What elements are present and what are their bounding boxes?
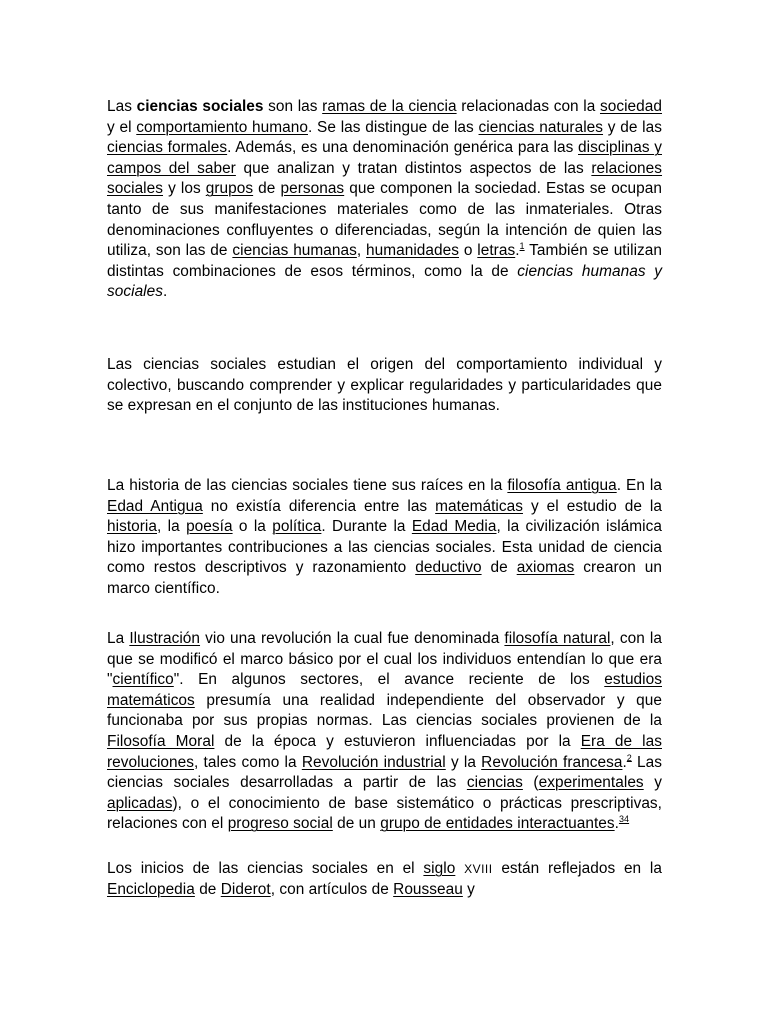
text-run bbox=[455, 860, 464, 877]
footnote-ref[interactable]: 2 bbox=[626, 752, 632, 763]
text-run: y el estudio de la bbox=[522, 497, 662, 515]
wiki-link[interactable]: Enciclopedia bbox=[107, 880, 195, 898]
paragraph-enlightenment bbox=[107, 629, 662, 835]
text-run: o bbox=[459, 242, 478, 260]
text-run: de bbox=[253, 180, 281, 198]
wiki-link[interactable]: ciencias naturales bbox=[478, 118, 604, 136]
italic-term: ciencias humanas y sociales bbox=[107, 262, 662, 301]
wiki-link[interactable]: Revolución industrial bbox=[301, 753, 446, 771]
text-run: de bbox=[194, 880, 221, 898]
text-run: están reflejados en la bbox=[492, 860, 662, 877]
text-run: y los bbox=[163, 180, 206, 198]
wiki-link[interactable]: siglo bbox=[423, 860, 456, 877]
text-run: relacionadas con la bbox=[456, 98, 600, 115]
wiki-link[interactable]: ciencias formales bbox=[107, 139, 228, 157]
text-run: . bbox=[622, 753, 627, 771]
bold-term: ciencias sociales bbox=[136, 98, 264, 115]
text-run: , con la que se modificó el marco básico por el cual los individuos entendían lo que era " bbox=[107, 630, 662, 689]
paragraph-18th-century bbox=[107, 859, 662, 900]
text-run: Las bbox=[107, 98, 137, 115]
text-run: presumía una realidad independiente del observador y que funcionaba por sus propias normas. Las ciencias sociales provienen de la bbox=[107, 691, 662, 730]
text-run: , la bbox=[157, 518, 187, 536]
text-run: o la bbox=[232, 518, 273, 536]
text-run: , la civilización islámica hizo importantes contribuciones a las ciencias sociales. Esta unidad de ciencia como restos descriptivos y razonamiento bbox=[107, 518, 662, 577]
text-run: , tales como la bbox=[194, 753, 302, 771]
wiki-link[interactable]: ramas de la ciencia bbox=[322, 98, 457, 115]
text-run: Los inicios de las ciencias sociales en el bbox=[107, 860, 424, 877]
wiki-link[interactable]: filosofía antigua bbox=[507, 477, 617, 494]
wiki-link[interactable]: ciencias bbox=[466, 774, 523, 792]
text-run: que analizan y tratan distintos aspectos de las bbox=[235, 159, 592, 177]
paragraph-history bbox=[107, 476, 662, 600]
text-run: . bbox=[614, 815, 619, 833]
wiki-link[interactable]: Edad Media bbox=[411, 518, 497, 536]
wiki-link[interactable]: grupo de entidades interactuantes bbox=[380, 815, 615, 833]
text-run: . bbox=[163, 283, 168, 301]
wiki-link[interactable]: Era de las revoluciones bbox=[107, 732, 662, 771]
text-run: de la época y estuvieron influenciadas por la bbox=[214, 732, 581, 750]
wiki-link[interactable]: poesía bbox=[186, 518, 233, 536]
text-run: y la bbox=[445, 753, 482, 771]
text-run: que componen la sociedad. Estas se ocupan tanto de sus manifestaciones materiales como de las inmateriales. Otras denominaciones confluyentes o diferenciadas, según la intención de quien las utiliza, son las de bbox=[107, 180, 662, 260]
wiki-link[interactable]: Ilustración bbox=[129, 630, 201, 647]
text-run: También se utilizan distintas combinaciones de esos términos, como la de bbox=[107, 242, 663, 280]
text-run: ". En algunos sectores, el avance reciente de los bbox=[173, 671, 605, 689]
wiki-link[interactable]: grupos bbox=[205, 180, 254, 198]
wiki-link[interactable]: Diderot bbox=[220, 880, 271, 898]
text-run: . En la bbox=[616, 477, 662, 494]
wiki-link[interactable]: científico bbox=[112, 671, 174, 689]
wiki-link[interactable]: Rousseau bbox=[393, 880, 463, 898]
text-run: La historia de las ciencias sociales tiene sus raíces en la bbox=[107, 477, 508, 494]
text-run: . Además, es una denominación genérica para las bbox=[227, 139, 579, 157]
wiki-link[interactable]: matemáticas bbox=[435, 497, 523, 515]
text-run: . Durante la bbox=[321, 518, 412, 536]
wiki-link[interactable]: experimentales bbox=[538, 774, 644, 792]
wiki-link[interactable]: deductivo bbox=[415, 559, 482, 577]
wiki-link[interactable]: comportamiento humano bbox=[136, 118, 308, 136]
paragraph-definition bbox=[107, 97, 662, 303]
text-run: Las ciencias sociales desarrolladas a partir de las bbox=[107, 753, 663, 792]
text-run: y el bbox=[107, 118, 137, 136]
text-run: , bbox=[356, 242, 367, 260]
wiki-link[interactable]: disciplinas y campos del saber bbox=[107, 139, 662, 177]
text-run: y bbox=[462, 880, 475, 898]
wiki-link[interactable]: estudios matemáticos bbox=[107, 671, 662, 709]
paragraph-study-object bbox=[107, 355, 662, 417]
text-run: . Se las distingue de las bbox=[307, 118, 479, 136]
wiki-link[interactable]: política bbox=[272, 518, 322, 536]
wiki-link[interactable]: relaciones sociales bbox=[107, 159, 663, 198]
wiki-link[interactable]: sociedad bbox=[599, 98, 662, 115]
wiki-link[interactable]: personas bbox=[280, 180, 345, 198]
wiki-link[interactable]: filosofía natural bbox=[504, 630, 611, 647]
text-run: La bbox=[107, 630, 130, 647]
wiki-link[interactable]: humanidades bbox=[366, 242, 459, 260]
wiki-link[interactable]: Edad Antigua bbox=[107, 497, 203, 515]
wiki-link[interactable]: ciencias humanas bbox=[232, 242, 357, 260]
text-run: vio una revolución la cual fue denominada bbox=[200, 630, 505, 647]
text-run: crearon un marco científico. bbox=[107, 559, 663, 597]
text-run: , con artículos de bbox=[270, 880, 394, 898]
text-run: Las ciencias sociales estudian el origen del comportamiento individual y colectivo, buscando comprender y explicar regularidades y particularidades que se expresan en el conjunto de las instituciones humanas. bbox=[107, 356, 662, 415]
wiki-link[interactable]: progreso social bbox=[227, 815, 333, 833]
footnote-ref[interactable]: 1 bbox=[519, 241, 525, 252]
wiki-link[interactable]: axiomas bbox=[516, 559, 575, 577]
text-run: ( bbox=[522, 774, 539, 792]
wiki-link[interactable]: Revolución francesa bbox=[481, 753, 623, 771]
footnote-ref[interactable]: 34 bbox=[618, 814, 630, 825]
century-numeral: XVIII bbox=[464, 862, 493, 876]
text-run: no existía diferencia entre las bbox=[202, 497, 436, 515]
wiki-link[interactable]: Filosofía Moral bbox=[107, 732, 215, 750]
wiki-link[interactable]: letras bbox=[477, 242, 516, 260]
text-run: de bbox=[481, 559, 517, 577]
text-run: de un bbox=[332, 815, 381, 833]
text-run: y bbox=[643, 774, 662, 792]
text-run: son las bbox=[263, 98, 323, 115]
wiki-link[interactable]: aplicadas bbox=[107, 794, 173, 812]
text-run: . bbox=[515, 242, 520, 260]
text-run: y de las bbox=[603, 118, 662, 136]
wiki-link[interactable]: historia bbox=[107, 518, 158, 536]
text-run: ), o el conocimiento de base sistemático o prácticas prescriptivas, relaciones con el bbox=[107, 794, 662, 833]
